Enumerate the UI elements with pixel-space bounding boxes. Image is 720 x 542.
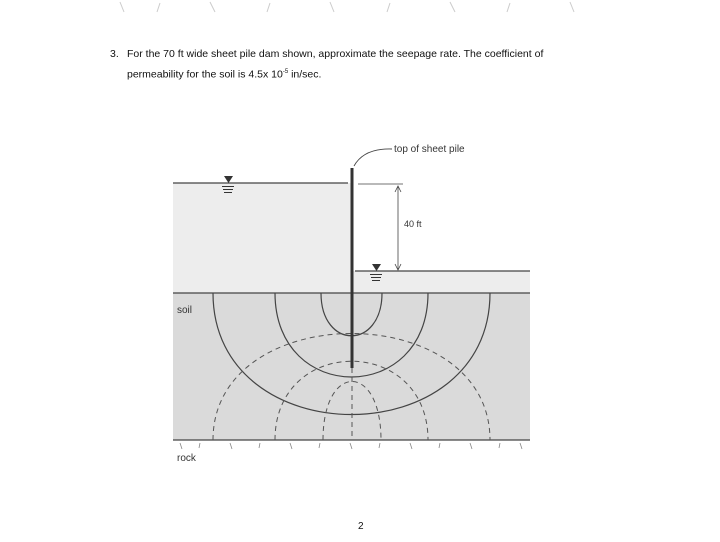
page-number: 2	[358, 521, 364, 532]
head-difference-label: 40 ft	[404, 219, 422, 229]
rock-label: rock	[177, 453, 196, 464]
rock-hatching	[180, 443, 522, 449]
leader-arrow	[354, 149, 392, 166]
permeability-text: permeability for the soil is 4.5x 10	[127, 68, 283, 81]
soil-label: soil	[177, 305, 193, 316]
question-line-1: For the 70 ft wide sheet pile dam shown, approximate the seepage rate. The coefficient of	[127, 48, 544, 60]
upstream-water	[173, 183, 352, 293]
question-number: 3.	[110, 48, 119, 60]
units-text: in/sec.	[288, 68, 322, 81]
exponent: -5	[282, 69, 289, 75]
sheet-pile	[351, 168, 354, 368]
top-of-sheet-pile-label: top of sheet pile	[394, 144, 465, 155]
